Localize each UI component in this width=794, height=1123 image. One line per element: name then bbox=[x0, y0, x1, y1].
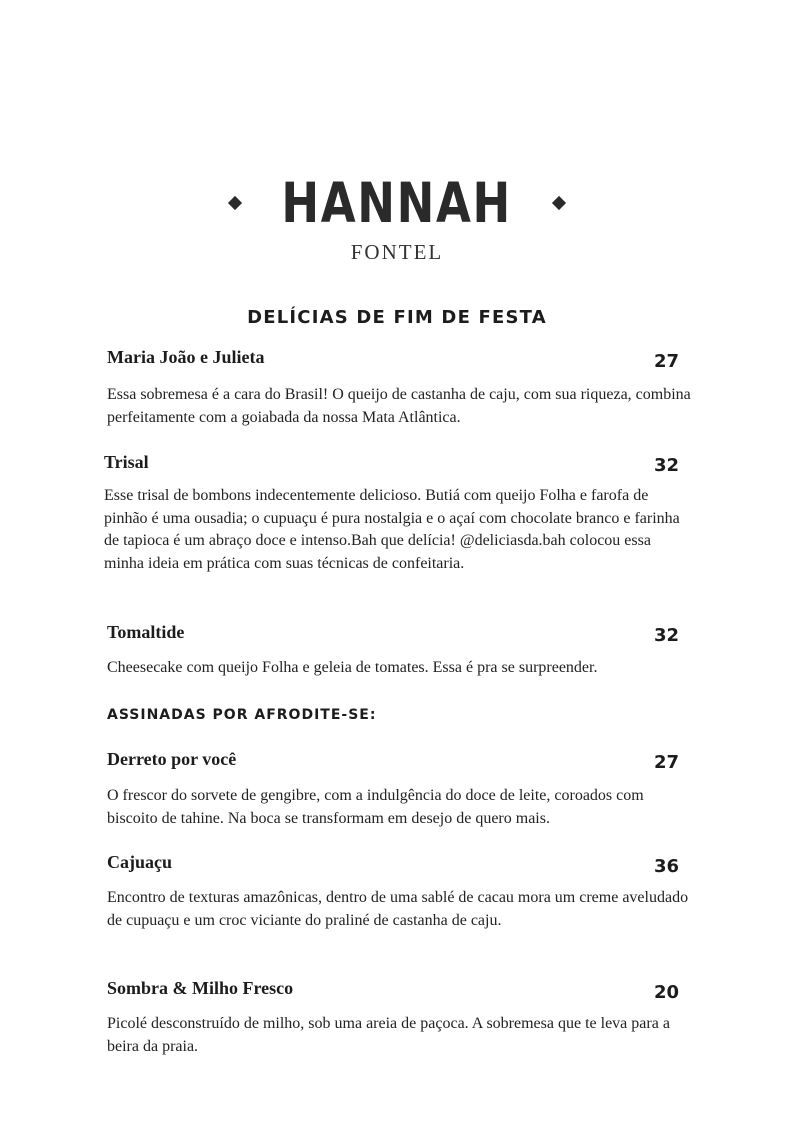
menu-item-name: Tomaltide bbox=[107, 622, 185, 642]
menu-item-description: Encontro de texturas amazônicas, dentro de uma sablé de cacau mora um creme aveludado de cupuaçu e um croc viciante do praliné de castanha de caju. bbox=[107, 889, 689, 929]
diamond-right-icon bbox=[552, 196, 566, 210]
brand-logo bbox=[0, 168, 794, 265]
brand-subname: FONTEL bbox=[350, 240, 444, 264]
menu-item-description: Essa sobremesa é a cara do Brasil! O queijo de castanha de caju, com sua riqueza, combina perfeitamente com a goiabada da nossa Mata Atlântica. bbox=[107, 386, 691, 426]
menu-item-description: Esse trisal de bombons indecentemente delicioso. Butiá com queijo Folha e farofa de pinhão é uma ousadia; o cupuaçu é pura nostalgia e o açaí com chocolate branco e farinha de tapioca é um abraço doce e intenso.Bah que delícia! @deliciasda.bah colocou essa minha ideia em prática com suas técnicas de confeitaria. bbox=[104, 487, 680, 572]
menu-item-price: 32 bbox=[653, 625, 679, 646]
menu-item-description: Cheesecake com queijo Folha e geleia de tomates. Essa é pra se surpreender. bbox=[107, 659, 598, 676]
menu-item-name: Cajuaçu bbox=[107, 852, 173, 872]
diamond-left-icon bbox=[228, 196, 242, 210]
menu-item-price: 36 bbox=[653, 856, 679, 877]
menu-item-name: Derreto por você bbox=[107, 749, 237, 769]
menu-item-description: O frescor do sorvete de gengibre, com a indulgência do doce de leite, coroados com biscoito de tahine. Na boca se transformam em desejo de quero mais. bbox=[107, 787, 644, 827]
section-title: DELÍCIAS DE FIM DE FESTA bbox=[247, 307, 547, 328]
menu-item-description: Picolé desconstruído de milho, sob uma areia de paçoca. A sobremesa que te leva para a beira da praia. bbox=[107, 1015, 670, 1055]
menu-item-price: 27 bbox=[653, 752, 679, 773]
menu-item-price: 32 bbox=[653, 455, 679, 476]
menu-item-name: Sombra & Milho Fresco bbox=[107, 978, 294, 998]
menu-item-name: Trisal bbox=[104, 452, 149, 472]
subsection-title: ASSINADAS POR AFRODITE-SE: bbox=[107, 707, 377, 723]
menu-item-name: Maria João e Julieta bbox=[107, 347, 265, 367]
menu-item-price: 20 bbox=[653, 982, 679, 1003]
brand-name: HANNAH bbox=[281, 171, 513, 235]
menu-item-price: 27 bbox=[653, 351, 679, 372]
